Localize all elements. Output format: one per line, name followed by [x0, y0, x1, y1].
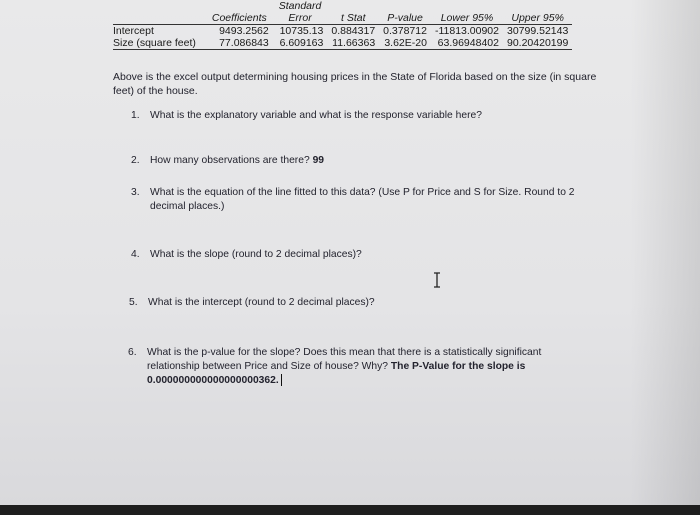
ibeam-cursor-icon	[432, 272, 442, 288]
table-row	[113, 37, 572, 50]
table-header-cell: t Stat	[327, 12, 379, 25]
answer-text: 99	[312, 155, 325, 166]
table-row-label: Size (square feet)	[113, 37, 206, 50]
table-cell: 11.66363	[327, 37, 379, 50]
table-header-cell: Error	[273, 12, 328, 25]
table-header-cell	[206, 0, 273, 12]
table-header-cell	[113, 12, 206, 25]
table-row	[113, 25, 572, 38]
regression-output-table	[113, 0, 572, 50]
answer-value: 0.000000000000000000362.	[147, 375, 279, 386]
text-cursor	[281, 374, 282, 386]
question-number: 3.	[131, 187, 140, 198]
question-text: What is the intercept (round to 2 decimal places)?	[148, 297, 375, 308]
question-number: 1.	[131, 110, 140, 121]
question-text: What is the p-value for the slope? Does this mean that there is a statistically significant relationship between Price and Size of house? Why?	[147, 347, 542, 372]
table-header-cell: Lower 95%	[431, 12, 503, 25]
table-cell: 6.609163	[273, 37, 328, 50]
table-header-cell	[379, 0, 431, 12]
question-number: 2.	[131, 155, 140, 166]
question-number: 4.	[131, 249, 140, 260]
table-cell: 3.62E-20	[379, 37, 431, 50]
table-cell: 0.884317	[331, 25, 376, 37]
question-number: 5.	[129, 297, 138, 308]
answer-text: The P-Value for the slope is	[390, 361, 526, 372]
table-header-cell	[327, 0, 379, 12]
question-text: What is the explanatory variable and what is the response variable here?	[150, 110, 482, 121]
table-header-cell: P-value	[379, 12, 431, 25]
table-header-cell	[431, 0, 503, 12]
table-header-cell	[503, 0, 572, 12]
question-number: 6.	[128, 347, 137, 358]
question-text: How many observations are there?	[150, 155, 310, 166]
table-header-cell: Upper 95%	[503, 12, 572, 25]
table-header-row-top	[113, 0, 572, 12]
table-cell: 0.378712	[383, 25, 427, 37]
table-cell: 90.20420199	[503, 37, 572, 50]
table-cell: 77.086843	[206, 37, 273, 50]
table-header-row	[113, 12, 572, 25]
page-shadow	[630, 0, 700, 505]
table-cell: 30799.52143	[506, 25, 569, 37]
screen-bottom-edge	[0, 505, 700, 515]
question-text: What is the slope (round to 2 decimal places)?	[150, 249, 362, 260]
table-cell: 9493.2562	[219, 25, 269, 37]
intro-paragraph: Above is the excel output determining housing prices in the State of Florida based on the size (in square feet) of the house.	[113, 71, 597, 97]
table-cell: 10735.13	[279, 25, 324, 37]
question-text: What is the equation of the line fitted to this data? (Use P for Price and S for Size. Round to 2 decimal places.)	[150, 187, 575, 212]
table-cell: -11813.00902	[434, 25, 499, 37]
table-cell: 63.96948402	[431, 37, 503, 50]
table-header-cell: Coefficients	[206, 12, 273, 25]
table-header-cell	[113, 0, 206, 12]
table-header-cell: Standard	[278, 0, 322, 12]
table-row-label: Intercept	[113, 25, 154, 37]
